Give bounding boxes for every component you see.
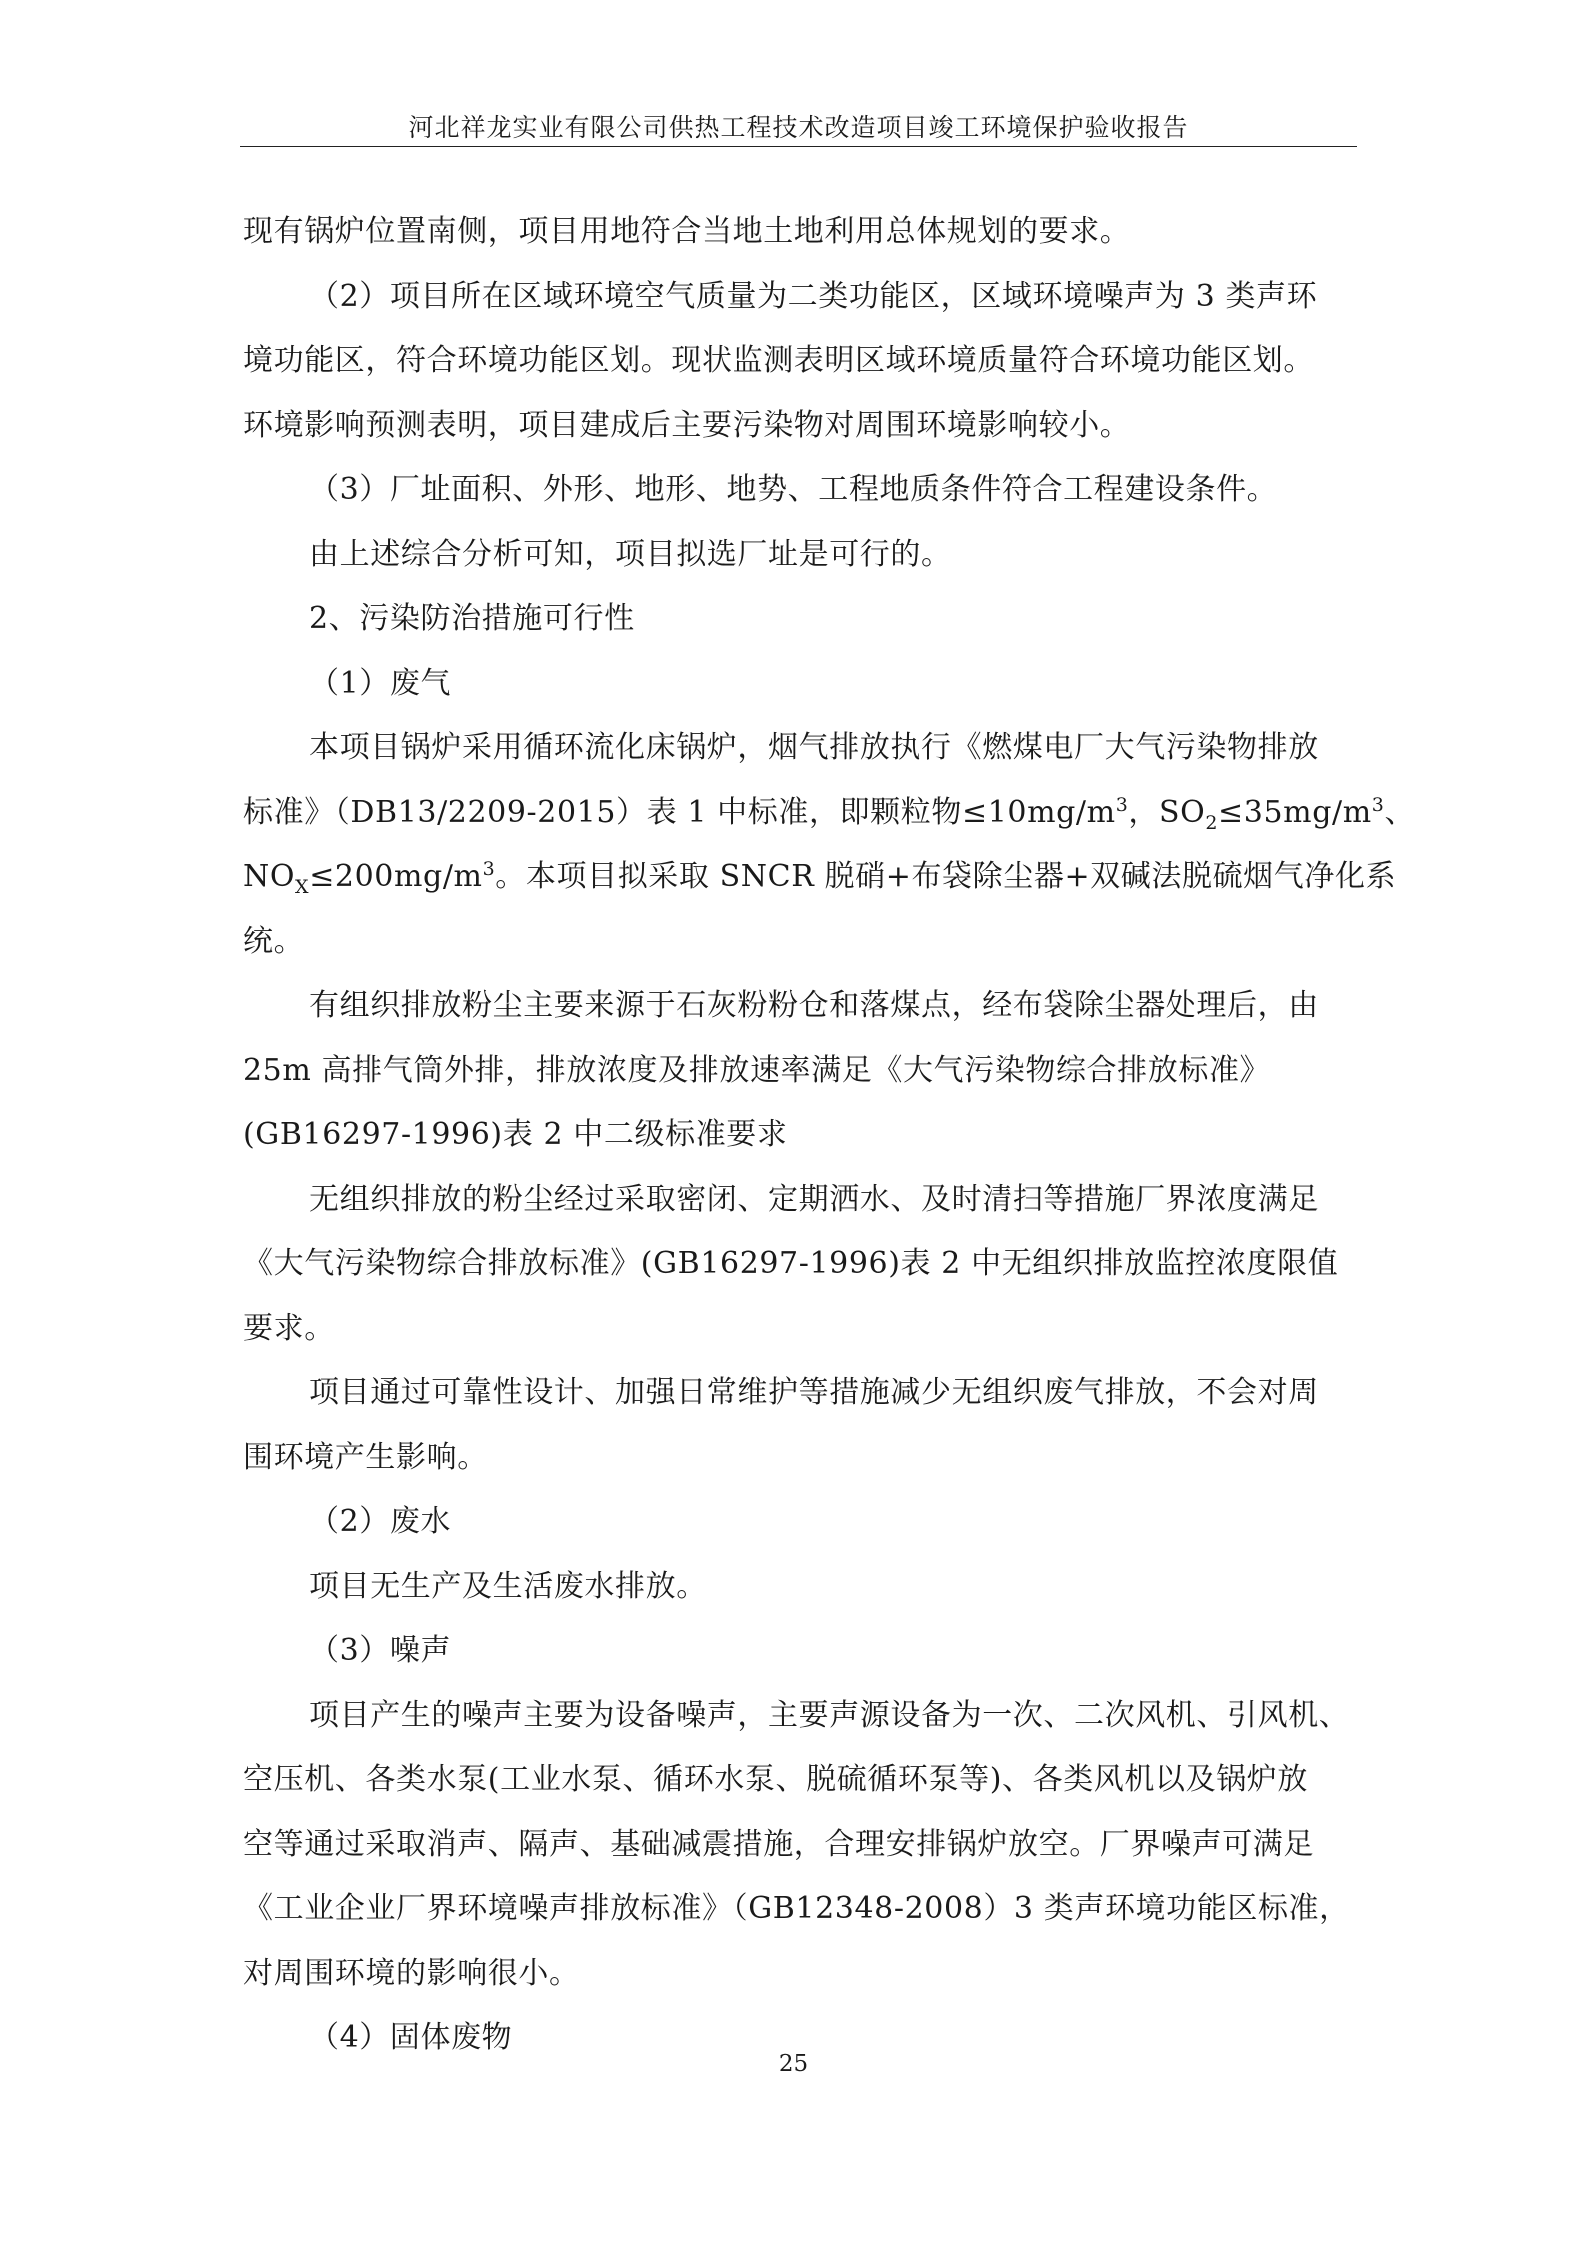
text-line: 统。 [243,923,305,959]
text-line: 《大气污染物综合排放标准》(GB16297-1996)表 2 中无组织排放监控浓度限值 [243,1246,1339,1281]
text-line: 要求。 [243,1310,335,1346]
subsection-heading: （4）固体废物 [309,2020,513,2055]
text-line: 现有锅炉位置南侧，项目用地符合当地土地利用总体规划的要求。 [243,214,1131,249]
text-line: 由上述综合分析可知，项目拟选厂址是可行的。 [309,536,952,572]
text-run: 、 [1384,794,1416,830]
text-line: 围环境产生影响。 [243,1439,488,1475]
text-line: 空等通过采取消声、隔声、基础减震措施，合理安排锅炉放空。厂界噪声可满足 [243,1826,1314,1862]
text-run: NO [243,859,296,894]
text-line: 项目产生的噪声主要为设备噪声，主要声源设备为一次、二次风机、引风机、 [309,1697,1350,1733]
text-line [243,781,1416,846]
text-line: 对周围环境的影响很小。 [243,1955,580,1991]
text-run: 。本项目拟采取 SNCR 脱硝+布袋除尘器+双碱法脱硫烟气净化系 [495,859,1397,894]
text-line: 本项目锅炉采用循环流化床锅炉，烟气排放执行《燃煤电厂大气污染物排放 [309,730,1319,765]
superscript: 3 [1115,793,1129,816]
text-line: 25m 高排气筒外排，排放浓度及排放速率满足《大气污染物综合排放标准》 [243,1052,1271,1088]
text-line: 有组织排放粉尘主要来源于石灰粉粉仓和落煤点，经布袋除尘器处理后，由 [309,988,1319,1023]
text-run: ≤35mg/m [1218,794,1372,830]
text-line: 空压机、各类水泵(工业水泵、循环水泵、脱硫循环泵等)、各类风机以及锅炉放 [243,1762,1309,1797]
text-line: 环境影响预测表明，项目建成后主要污染物对周围环境影响较小。 [243,407,1131,443]
text-run: ，SO [1128,794,1206,830]
text-line: 《工业企业厂界环境噪声排放标准》（GB12348-2008）3 类声环境功能区标准， [243,1891,1350,1926]
document-body [243,200,1416,2071]
text-line: 项目通过可靠性设计、加强日常维护等措施减少无组织废气排放，不会对周 [309,1375,1319,1410]
subsection-heading: （2）废水 [309,1504,452,1539]
text-line [243,845,1397,910]
section-heading: 2、污染防治措施可行性 [309,601,635,636]
text-line: （3）厂址面积、外形、地形、地势、工程地质条件符合工程建设条件。 [309,472,1278,507]
superscript: 3 [1371,793,1385,816]
text-line: 项目无生产及生活废水排放。 [309,1568,707,1604]
subscript: X [295,876,310,898]
header-rule [240,146,1357,147]
subsection-heading: （3）噪声 [309,1633,452,1668]
page-number: 25 [778,2051,809,2077]
subsection-heading: （1）废气 [309,665,452,701]
text-line: （2）项目所在区域环境空气质量为二类功能区，区域环境噪声为 3 类声环 [309,278,1318,314]
text-run: 标准》（DB13/2209-2015）表 1 中标准，即颗粒物≤10mg/m [243,794,1116,830]
running-header: 河北祥龙实业有限公司供热工程技术改造项目竣工环境保护验收报告 [408,113,1189,142]
text-run: ≤200mg/m [309,859,483,894]
text-line: 境功能区，符合环境功能区划。现状监测表明区域环境质量符合环境功能区划。 [243,343,1314,378]
superscript: 3 [482,858,496,880]
text-line: (GB16297-1996)表 2 中二级标准要求 [243,1117,788,1152]
text-line: 无组织排放的粉尘经过采取密闭、定期洒水、及时清扫等措施厂界浓度满足 [309,1181,1319,1217]
subscript: 2 [1205,811,1219,834]
